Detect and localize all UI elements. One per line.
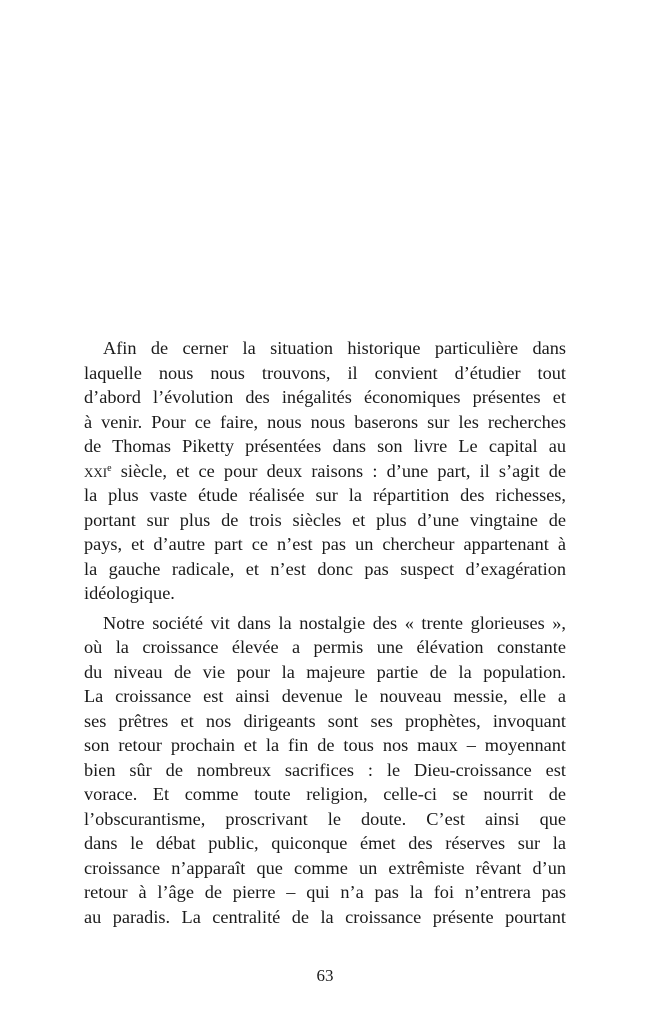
text-line: la gauche radicale, et n’est donc pas suspect d’exagération bbox=[84, 558, 566, 579]
text-line: pays, et d’autre part ce n’est pas un chercheur appartenant à bbox=[84, 534, 566, 554]
text-line: bien sûr de nombreux sacrifices : le Dieu-croissance est bbox=[84, 759, 566, 780]
text-line: la plus vaste étude réalisée sur la répartition des richesses, bbox=[84, 485, 566, 505]
text-line: de Thomas Piketty présentées dans son livre Le capital au bbox=[84, 436, 566, 456]
text-line: Notre société vit dans la nostalgie des « trente glorieuses », bbox=[103, 612, 566, 633]
text-line: au paradis. La centralité de la croissance présente pourtant bbox=[84, 906, 566, 927]
text-line: retour à l’âge de pierre – qui n’a pas la foi n’entrera pas bbox=[84, 882, 566, 902]
text-line: La croissance est ainsi devenue le nouveau messie, elle a bbox=[84, 686, 566, 706]
text-line: croissance n’apparaît que comme un extrêmiste rêvant d’un bbox=[84, 857, 566, 878]
text-line: dans le débat public, quiconque émet des réserves sur la bbox=[84, 833, 566, 853]
text-line: du niveau de vie pour la majeure partie de la population. bbox=[84, 661, 566, 682]
page-number: 63 bbox=[316, 966, 334, 985]
text-line bbox=[84, 459, 566, 484]
century-line-rest: siècle, et ce pour deux raisons : d’une part, il s’agit de bbox=[111, 460, 566, 481]
text-line: à venir. Pour ce faire, nous nous baserons sur les recherches bbox=[84, 411, 566, 432]
text-line: l’obscurantisme, proscrivant le doute. C’est ainsi que bbox=[84, 808, 566, 829]
text-line: ses prêtres et nos dirigeants sont ses prophètes, invoquant bbox=[84, 710, 566, 731]
text-line: où la croissance élevée a permis une élévation constante bbox=[84, 637, 566, 657]
text-line: laquelle nous nous trouvons, il convient d’étudier tout bbox=[84, 362, 566, 383]
century-numeral: xxi bbox=[84, 460, 108, 481]
paragraph-1 bbox=[84, 336, 566, 606]
text-line: Afin de cerner la situation historique particulière dans bbox=[103, 338, 566, 358]
text-line: idéologique. bbox=[84, 583, 175, 603]
paragraph-2 bbox=[84, 611, 566, 930]
text-line: son retour prochain et la fin de tous nos maux – moyennant bbox=[84, 735, 566, 755]
text-line: d’abord l’évolution des inégalités économiques présentes et bbox=[84, 387, 566, 407]
text-line: vorace. Et comme toute religion, celle-ci se nourrit de bbox=[84, 784, 566, 804]
text-line: portant sur plus de trois siècles et plus d’une vingtaine de bbox=[84, 509, 566, 530]
body-text bbox=[84, 336, 566, 934]
century-suffix: e bbox=[107, 462, 112, 474]
